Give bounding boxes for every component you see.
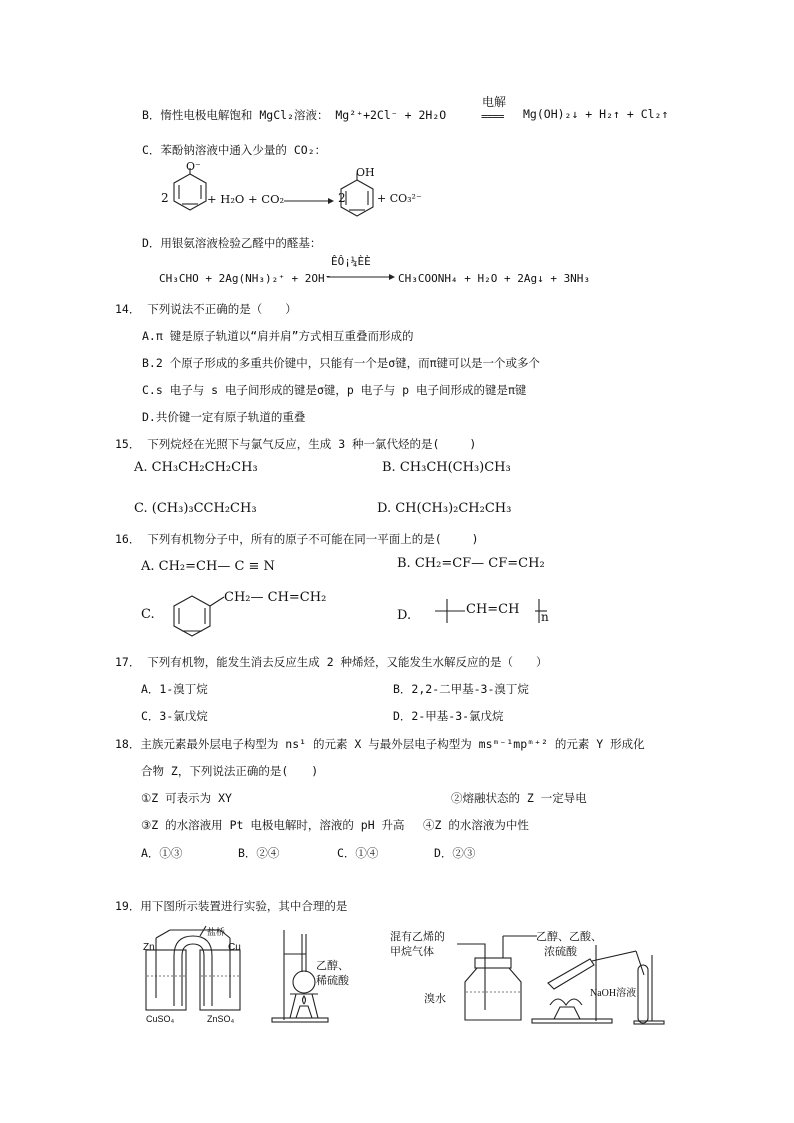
fig1-left-solution: CuSO₄ <box>146 1014 175 1024</box>
q18-option-d: D．②③ <box>434 846 476 860</box>
q13-option-d: D．用银氨溶液检验乙醛中的醛基： <box>142 236 322 250</box>
q17-option-c: C．3-氯戊烷 <box>141 709 208 723</box>
benzene-ring-phenol <box>337 176 377 226</box>
q17-option-d: D．2-甲基-3-氯戊烷 <box>393 709 504 723</box>
q18-option-b: B．②④ <box>238 846 280 860</box>
q17-option-a: A．1-溴丁烷 <box>141 682 208 696</box>
q14-stem: 14． 下列说法不正确的是（ ） <box>115 302 297 316</box>
q13-b-products: Mg(OH)₂↓ + H₂↑ + Cl₂↑ <box>523 107 669 121</box>
q16-option-d-unit: CH=CH <box>466 602 520 617</box>
q18-statement-3-4: ③Z 的水溶液用 Pt 电极电解时，溶液的 pH 升高 ④Z 的水溶液为中性 <box>141 818 529 832</box>
q13-c-middle: + H₂O + CO₂ <box>207 192 285 206</box>
q15-option-a: A. CH₃CH₂CH₂CH₃ <box>134 460 258 475</box>
q13-c-coef-right: 2 <box>338 191 346 205</box>
fig3-label-gas2: 甲烷气体 <box>390 945 434 958</box>
figure-esterification <box>528 945 668 1025</box>
fig1-zn-label: Zn <box>143 942 155 953</box>
q13-c-coef-left: 2 <box>161 191 169 205</box>
q18-option-a: A．①③ <box>141 846 183 860</box>
q16-option-c-chain: CH₂— CH=CH₂ <box>224 590 327 605</box>
q17-option-b: B．2,2-二甲基-3-溴丁烷 <box>393 682 529 696</box>
q15-option-d: D. CH(CH₃)₂CH₂CH₃ <box>377 501 512 516</box>
reaction-arrow <box>284 197 334 207</box>
q18-option-c: C．①④ <box>337 846 379 860</box>
fig4-label-reagents2: 浓硫酸 <box>544 945 577 958</box>
q13-d-condition: ÊÔ¡¼ÈÈ <box>331 255 371 268</box>
q15-option-c: C. (CH₃)₃CCH₂CH₃ <box>134 501 257 516</box>
q13-d-left: CH₃CHO + 2Ag(NH₃)₂⁺ + 2OH⁻ <box>159 272 332 285</box>
q14-option-b: B.2 个原子形成的多重共价键中，只能有一个是σ键，而π键可以是一个或多个 <box>142 356 541 370</box>
fig2-label-ethanol: 乙醇、 <box>316 959 349 972</box>
q16-option-d-n: n <box>541 610 549 624</box>
q13-b-equal-sign: ==== <box>481 110 504 123</box>
q13-option-b: B．惰性电极电解饱和 MgCl₂溶液： Mg²⁺+2Cl⁻ + 2H₂O <box>142 108 447 122</box>
q14-option-c: C.s 电子与 s 电子间形成的键是σ键，p 电子与 p 电子间形成的键是π键 <box>142 383 527 397</box>
q18-stem-line2: 合物 Z，下列说法正确的是( ) <box>141 764 319 778</box>
benzene-ring-phenoxide <box>170 170 210 220</box>
q16-option-c-label: C. <box>141 607 155 622</box>
q16-option-a: A. CH₂=CH— C ≡ N <box>141 559 275 574</box>
q14-option-d: D.共价键一定有原子轨道的重叠 <box>142 410 306 424</box>
fig1-cu-label: Cu <box>228 942 241 953</box>
fig2-label-acid: 稀硫酸 <box>316 974 349 987</box>
q15-option-b: B. CH₃CH(CH₃)CH₃ <box>382 460 511 475</box>
q16-option-b: B. CH₂=CF— CF=CH₂ <box>397 556 545 571</box>
q13-b-condition: 电解 <box>482 95 507 109</box>
fig1-right-solution: ZnSO₄ <box>207 1014 235 1024</box>
fig3-label-bromine-water: 溴水 <box>424 992 446 1005</box>
q13-c-o-minus: O⁻ <box>186 160 201 173</box>
q14-option-a: A.π 键是原子轨道以“肩并肩”方式相互重叠而形成的 <box>142 329 414 343</box>
q13-c-tail: + CO₃²⁻ <box>377 192 422 205</box>
q17-stem: 17． 下列有机物，能发生消去反应生成 2 种烯烃，又能发生水解反应的是（ ） <box>115 655 548 669</box>
q13-option-c: C．苯酚钠溶液中通入少量的 CO₂： <box>142 143 327 157</box>
q15-stem: 15． 下列烷烃在光照下与氯气反应，生成 3 种一氯代烃的是( ) <box>115 437 477 451</box>
q19-stem: 19．用下图所示装置进行实验，其中合理的是 <box>115 899 348 913</box>
reaction-arrow-d <box>327 273 397 283</box>
fig1-salt-bridge-label: 盐桥 <box>207 928 226 938</box>
fig4-label-reagents1: 乙醇、乙酸、 <box>536 930 602 943</box>
q18-statement-1: ①Z 可表示为 XY <box>141 791 232 805</box>
q13-c-oh: OH <box>356 166 375 179</box>
q16-stem: 16． 下列有机物分子中，所有的原子不可能在同一平面上的是( ) <box>115 532 479 546</box>
fig3-label-gas1: 混有乙烯的 <box>390 930 445 943</box>
benzene-ring-allylbenzene <box>170 593 216 643</box>
fig4-label-naoh: NaOH溶液 <box>590 988 637 999</box>
q13-d-right: CH₃COONH₄ + H₂O + 2Ag↓ + 3NH₃ <box>398 272 591 285</box>
q18-statement-2: ②熔融状态的 Z 一定导电 <box>451 791 587 805</box>
q16-option-d-label: D. <box>397 608 412 623</box>
q18-stem-line1: 18．主族元素最外层电子构型为 ns¹ 的元素 X 与最外层电子构型为 msᵐ⁻¹mpᵐ⁺² 的元素 Y 形成化 <box>115 737 645 751</box>
